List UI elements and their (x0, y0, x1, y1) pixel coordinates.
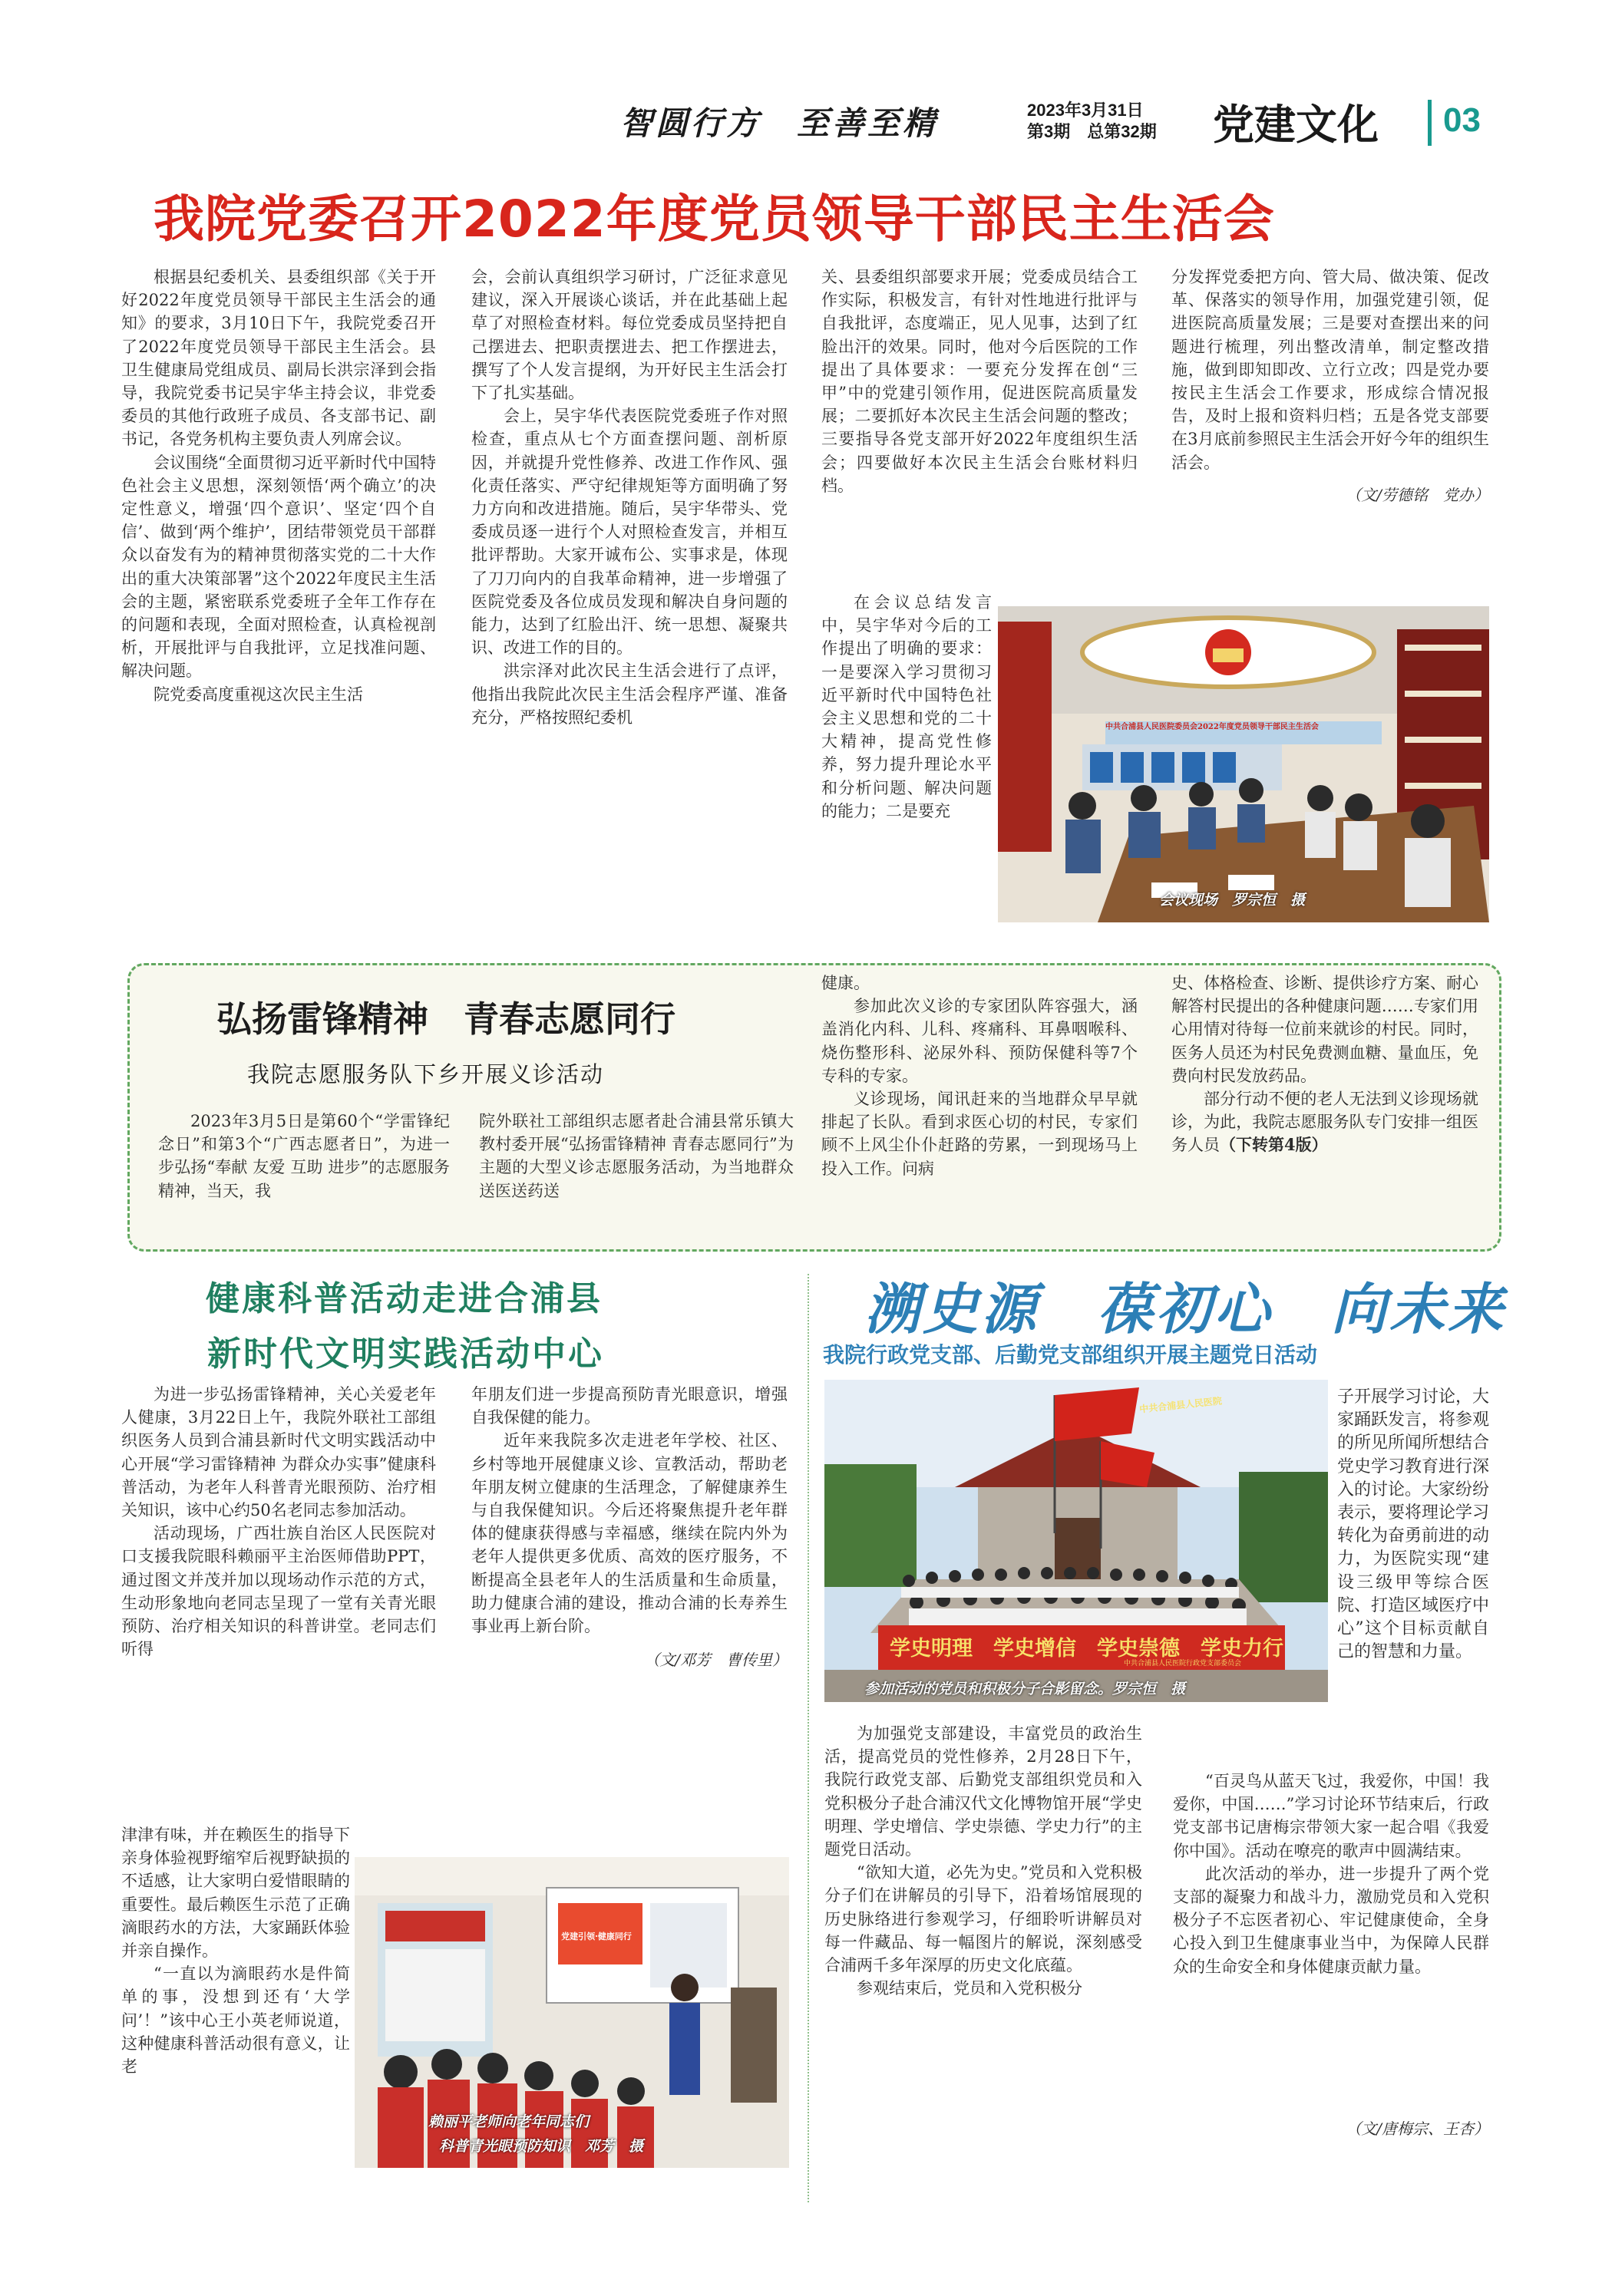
lecture-screen-text: 党建引领·健康同行 (561, 1931, 632, 1941)
paragraph: 根据县纪委机关、县委组织部《关于开好2022年度党员领导干部民主生活会的通知》的要求，3月10日下午，我院党委召开了2022年度党员领导干部民主生活会。县卫生健康局党组成员、副局长洪宗泽到会指导，我院党委书记吴宇华主持会议，非党委委员的其他行政班子成员、各支部书记、副书记，各党务机构主要负责人列席会议。 (121, 268, 436, 449)
continue-note: （下转第4版） (1220, 1135, 1328, 1155)
page-number: 03 (1443, 101, 1481, 139)
paragraph: 年朋友们进一步提高预防青光眼意识，增强自我保健的能力。 (471, 1385, 788, 1427)
group-photo-caption: 参加活动的党员和积极分子合影留念。罗宗恒 摄 (864, 1681, 1186, 1697)
paragraph: 分发挥党委把方向、管大局、做决策、促改革、保落实的领导作用，加强党建引领，促进医院高质量发展；三是要对查摆出来的问题进行梳理，列出整改清单，制定整改措施，做到即知即改、立行立改；四是党办要按民主生活会工作要求，形成综合情况报告，及时上报和资料归档；五是各党支部要在3月底前参照民主生活会开好今年的组织生活会。 (1171, 268, 1489, 472)
paragraph: 津津有味，并在赖医生的指导下亲身体验视野缩窄后视野缺损的不适感，让大家明白爱惜眼睛的重要性。最后赖医生示范了正确滴眼药水的方法，大家踊跃体验并亲自操作。 (121, 1826, 350, 1961)
meeting-photo-caption: 会议现场 罗宗恒 摄 (1159, 892, 1306, 909)
paragraph: 近年来我院多次走进老年学校、社区、乡村等地开展健康义诊、宣教活动，帮助老年朋友树立健康的生活理念，了解健康养生与自我保健知识。今后还将聚焦提升老年群体的健康获得感与幸福感，继续在院内外为老年人提供更多优质、高效的医疗服务，不断提高全县老年人的生活质量和生命质量，助力健康合浦的建设，推动合浦的长寿养生事业再上新台阶。 (471, 1431, 788, 1636)
lecture-photo-caption-line-2: 科普青光眼预防知识 邓芳 摄 (439, 2138, 644, 2155)
article4-left-lower (824, 1722, 1142, 2000)
paragraph (1171, 1087, 1478, 1157)
article1-column-3-lower (821, 591, 992, 823)
article3-signature: （文/邓芳 曹传里） (644, 1651, 788, 1670)
paragraph: “一直以为滴眼药水是件简单的事，没想到还有‘大学问’！”该中心王小英老师说道，这种健康科普活动很有意义，让老 (121, 1964, 350, 2077)
group-photo-banner-subtext: 中共合浦县人民医院行政党支部委员会 (1124, 1660, 1242, 1668)
health-lecture-photo (355, 1857, 789, 2168)
article3-column-1 (121, 1383, 436, 1661)
paragraph: 史、体格检查、诊断、提供诊疗方案、耐心解答村民提出的各种健康问题……专家们用心用情对待每一位前来就诊的村民。同时，医务人员还为村民免费测血糖、量血压，免费向村民发放药品。 (1171, 974, 1478, 1085)
paragraph: 子开展学习讨论，大家踊跃发言，将参观的所见所闻所想结合党史学习教育进行深入的讨论。大家纷纷表示，要将理论学习转化为奋勇前进的动力，为医院实现“建设三级甲等综合医院、打造区域医疗中心”这个目标贡献自己的智慧和力量。 (1337, 1387, 1490, 1662)
group-photo-banner: 学史明理 学史增信 学史崇德 学史力行 (890, 1637, 1283, 1661)
article3-title-line-2: 新时代文明实践活动中心 (207, 1334, 604, 1374)
paragraph: 洪宗泽对此次民主生活会进行了点评，他指出我院此次民主生活会程序严谨、准备充分，严格按照纪委机 (471, 661, 788, 727)
article4-title: 溯史源 葆初心 向未来 (864, 1277, 1507, 1341)
article1-column-1 (121, 266, 436, 706)
paragraph: 此次活动的举办，进一步提升了两个党支部的凝聚力和战斗力，激励党员和入党积极分子不忘医者初心、牢记健康使命，全身心投入到卫生健康事业当中，为保障人民群众的生命安全和身体健康贡献力量。 (1173, 1864, 1489, 1976)
article1-column-4 (1171, 266, 1489, 506)
article4-right-lower (1173, 1770, 1489, 1978)
paragraph: 参加此次义诊的专家团队阵容强大，涵盖消化内科、儿科、疼痛科、耳鼻咽喉科、烧伤整形科、泌尿外科、预防保健科等7个专科的专家。 (821, 997, 1138, 1085)
paragraph: “百灵鸟从蓝天飞过，我爱你，中国！我爱你，中国……”学习讨论环节结束后，行政党支部书记唐梅宗带领大家一起合唱《我爱你中国》。活动在嘹亮的歌声中圆满结束。 (1173, 1772, 1489, 1860)
paragraph: 会，会前认真组织学习研讨，广泛征求意见建议，深入开展谈心谈话，并在此基础上起草了对照检查材料。每位党委成员坚持把自己摆进去、把职责摆进去、把工作摆进去，撰写了个人发言提纲，为开好民主生活会打下了扎实基础。 (471, 268, 788, 403)
article4-signature: （文/唐梅宗、王杏） (1346, 2120, 1489, 2138)
article1-signature: （文/劳德铭 党办） (1346, 485, 1489, 504)
paragraph: 院外联社工部组织志愿者赴合浦县常乐镇大教村委开展“弘扬雷锋精神 青春志愿同行”为主题的大型义诊志愿服务活动，为当地群众送医送药送 (479, 1112, 794, 1200)
article1-title: 我院党委召开2022年度党员领导干部民主生活会 (154, 190, 1275, 249)
paragraph: 为进一步弘扬雷锋精神，关心关爱老年人健康，3月22日上午，我院外联社工部组织医务人员到合浦县新时代文明实践活动中心开展“学习雷锋精神 为群众办实事”健康科普活动，为老年人科普青光眼预防、治疗相关知识，该中心约50名老同志参加活动。 (121, 1385, 436, 1520)
paragraph: 健康。 (821, 974, 870, 992)
masthead-slogan: 智圆行方 至善至精 (620, 104, 939, 142)
paragraph: 义诊现场，闻讯赶来的当地群众早早就排起了长队。看到求医心切的村民，专家们顾不上风尘仆仆赶路的劳累，一到现场马上投入工作。问病 (821, 1090, 1138, 1178)
issue-date (1027, 100, 1157, 143)
article1-column-3 (821, 266, 1138, 497)
paragraph: 活动现场，广西壮族自治区人民医院对口支援我院眼科赖丽平主治医师借助PPT，通过图文并茂并加以现场动作示范的方式，生动形象地向老同志呈现了一堂有关青光眼预防、治疗相关知识的科普讲堂。老同志们听得 (121, 1524, 436, 1659)
article3-column-2 (471, 1383, 788, 1671)
meeting-banner: 中共合浦县人民医院委员会2022年度党员领导干部民主生活会 (1105, 723, 1319, 731)
lecture-photo-caption-line-1: 赖丽平老师向老年同志们 (428, 2113, 590, 2130)
article2-column-4 (1171, 972, 1478, 1157)
article1-column-2 (471, 266, 788, 729)
article2-title: 弘扬雷锋精神 青春志愿同行 (216, 998, 675, 1040)
article2-column-3 (821, 972, 1138, 1180)
paragraph: 关、县委组织部要求开展；党委成员结合工作实际，积极发言，有针对性地进行批评与自我批评，态度端正，见人见事，达到了红脸出汗的效果。同时，他对今后医院的工作提出了具体要求：一要充分发挥在创“三甲”中的党建引领作用，促进医院高质量发展；二要抓好本次民主生活会问题的整改；三要指导各党支部开好2022年度组织生活会；四要做好本次民主生活会台账材料归档。 (821, 268, 1138, 495)
issue-number-line: 第3期 总第32期 (1027, 122, 1157, 141)
group-photo (824, 1380, 1328, 1702)
paragraph: 会上，吴宇华代表医院党委班子作对照检查，重点从七个方面查摆问题、剖析原因，并就提升党性修养、改进工作作风、强化责任落实、严守纪律规矩等方面明确了努力方向和改进措施。随后，吴宇华带头、党委成员逐一进行个人对照检查发言，并相互批评帮助。大家开诚布公、实事求是，体现了刀刀向内的自我革命精神，进一步增强了医院党委及各位成员发现和解决自身问题的能力，达到了红脸出汗、统一思想、凝聚共识、改进工作的目的。 (471, 407, 788, 658)
paragraph: 2023年3月5日是第60个“学雷锋纪念日”和第3个“广西志愿者日”，为进一步弘扬“奉献 友爱 互助 进步”的志愿服务精神，当天，我 (158, 1112, 450, 1200)
article2-column-1 (158, 1110, 450, 1202)
issue-date-line: 2023年3月31日 (1027, 101, 1144, 120)
meeting-photo (998, 606, 1489, 922)
article4-right-upper (1337, 1386, 1489, 1664)
paragraph-text: 部分行动不便的老人无法到义诊现场就诊，为此，我院志愿服务队专门安排一组医务人员 (1171, 1090, 1478, 1155)
paragraph: 院党委高度重视这次民主生活 (154, 685, 363, 704)
header-divider (1428, 100, 1432, 146)
paragraph: 会议围绕“全面贯彻习近平新时代中国特色社会主义思想，深刻领悟‘两个确立’的决定性意义，增强‘四个意识’、坚定‘四个自信’、做到‘两个维护’，团结带领党员干部群众以奋发有为的精神贯彻落实党的二十大作出的重大决策部署”这个2022年度民主生活会的主题，紧密联系党委班子全年工作存在的问题和表现，全面对照检查，认真检视剖析，开展批评与自我批评，立足找准问题、解决问题。 (121, 453, 436, 681)
article3-column-1-lower (121, 1823, 350, 2078)
article2-column-2 (479, 1110, 794, 1202)
section-name: 党建文化 (1213, 100, 1379, 149)
meeting-photo-image (998, 606, 1489, 922)
article3-title-line-1: 健康科普活动走进合浦县 (206, 1279, 603, 1318)
article4-subtitle: 我院行政党支部、后勤党支部组织开展主题党日活动 (823, 1342, 1318, 1367)
column-divider (808, 1274, 809, 2202)
paragraph: 参观结束后，党员和入党积极分 (857, 1979, 1082, 1998)
paragraph: “欲知大道，必先为史。”党员和入党积极分子们在讲解员的引导下，沿着场馆展现的历史脉络进行参观学习，仔细聆听讲解员对每一件藏品、每一幅图片的解说，深刻感受合浦两千多年深厚的历史文化底蕴。 (824, 1863, 1142, 1975)
article2-subtitle: 我院志愿服务队下乡开展义诊活动 (247, 1061, 605, 1087)
flag-text: 中共合浦县人民医院 (1138, 1395, 1223, 1415)
paragraph: 为加强党支部建设，丰富党员的政治生活，提高党员的党性修养，2月28日下午，我院行政党支部、后勤党支部组织党员和入党积极分子赴合浦汉代文化博物馆开展“学史明理、学史增信、学史崇德、学史力行”的主题党日活动。 (824, 1724, 1142, 1859)
paragraph: 在会议总结发言中，吴宇华对今后的工作提出了明确的要求：一是要深入学习贯彻习近平新时代中国特色社会主义思想和党的二十大精神，提高党性修养，努力提升理论水平和分析问题、解决问题的能力；二是要充 (821, 593, 992, 820)
